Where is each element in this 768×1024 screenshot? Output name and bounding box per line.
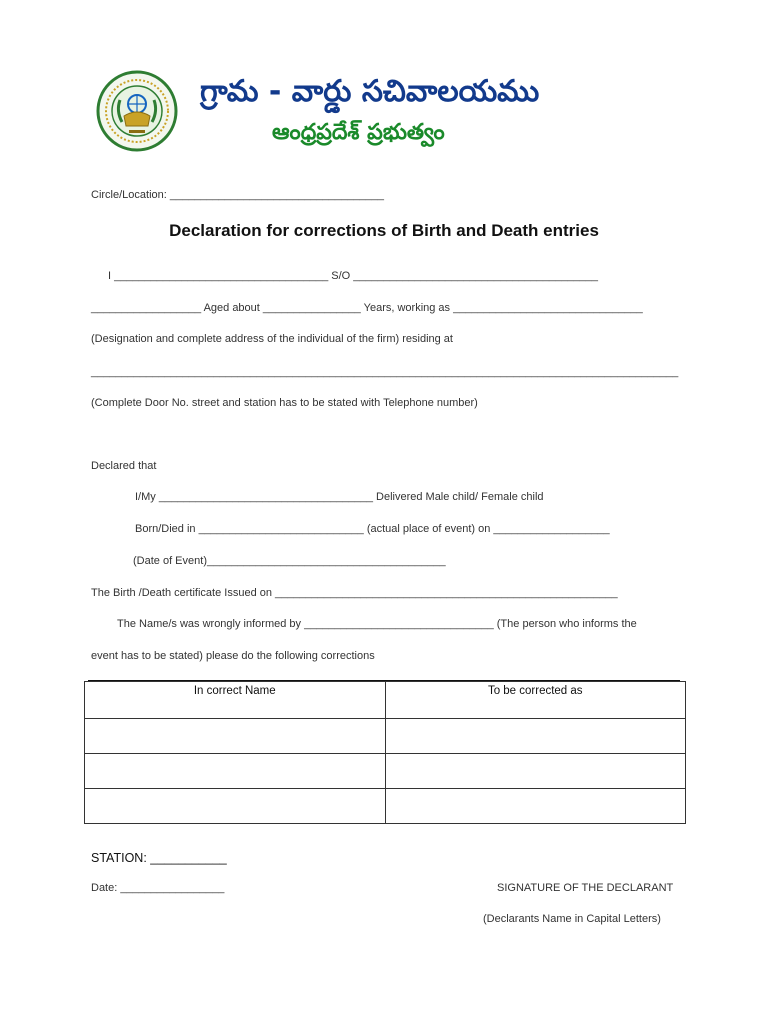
incorrect-name-cell[interactable] (85, 719, 386, 754)
table-row (85, 789, 686, 824)
corrected-as-cell[interactable] (385, 789, 686, 824)
corrections-request-line: event has to be stated) please do the following corrections (91, 650, 375, 662)
page-title: Declaration for corrections of Birth and Death entries (169, 221, 599, 240)
signature-label: SIGNATURE OF THE DECLARANT (497, 882, 674, 894)
certificate-issued-line: The Birth /Death certificate Issued on ________________________________________________________ (91, 587, 618, 599)
andhra-pradesh-emblem-icon (96, 70, 178, 152)
date-of-event-line: (Date of Event)_______________________________________ (133, 555, 446, 567)
date-line: Date: _________________ (91, 882, 225, 894)
incorrect-name-cell[interactable] (85, 789, 386, 824)
table-row (85, 719, 686, 754)
circle-location-line: Circle/Location: ___________________________________ (91, 189, 384, 201)
corrections-table (84, 681, 686, 824)
incorrect-name-header: In correct Name (85, 682, 386, 719)
table-header-row (85, 682, 686, 719)
corrected-as-cell[interactable] (385, 719, 686, 754)
corrected-as-header: To be corrected as (385, 682, 686, 719)
declarant-name-line: I ___________________________________ S/O ________________________________________ (108, 270, 598, 282)
table-row (85, 754, 686, 789)
incorrect-name-cell[interactable] (85, 754, 386, 789)
child-delivered-line: I/My ___________________________________ Delivered Male child/ Female child (135, 491, 544, 503)
station-line: STATION: ___________ (91, 851, 227, 865)
door-number-note: (Complete Door No. street and station has to be stated with Telephone number) (91, 397, 478, 409)
andhra-pradesh-government-subtitle: ఆంధ్రప్రదేశ్ ప్రభుత్వం (272, 120, 445, 145)
wrongly-informed-line: The Name/s was wrongly informed by _______________________________ (The person who informs the (117, 618, 637, 630)
age-occupation-line: __________________ Aged about ________________ Years, working as _______________________________ (91, 302, 643, 314)
village-ward-secretariat-title: గ్రామ - వార్డు సచివాలయము (200, 74, 540, 109)
place-of-event-line: Born/Died in ___________________________ (actual place of event) on ___________________ (135, 523, 610, 535)
corrected-as-cell[interactable] (385, 754, 686, 789)
declared-that-label: Declared that (91, 460, 157, 472)
designation-address-note: (Designation and complete address of the individual of the firm) residing at (91, 333, 453, 345)
address-blank-line: ________________________________________________________________________________________________ (91, 366, 679, 378)
declarant-name-note: (Declarants Name in Capital Letters) (483, 913, 661, 925)
